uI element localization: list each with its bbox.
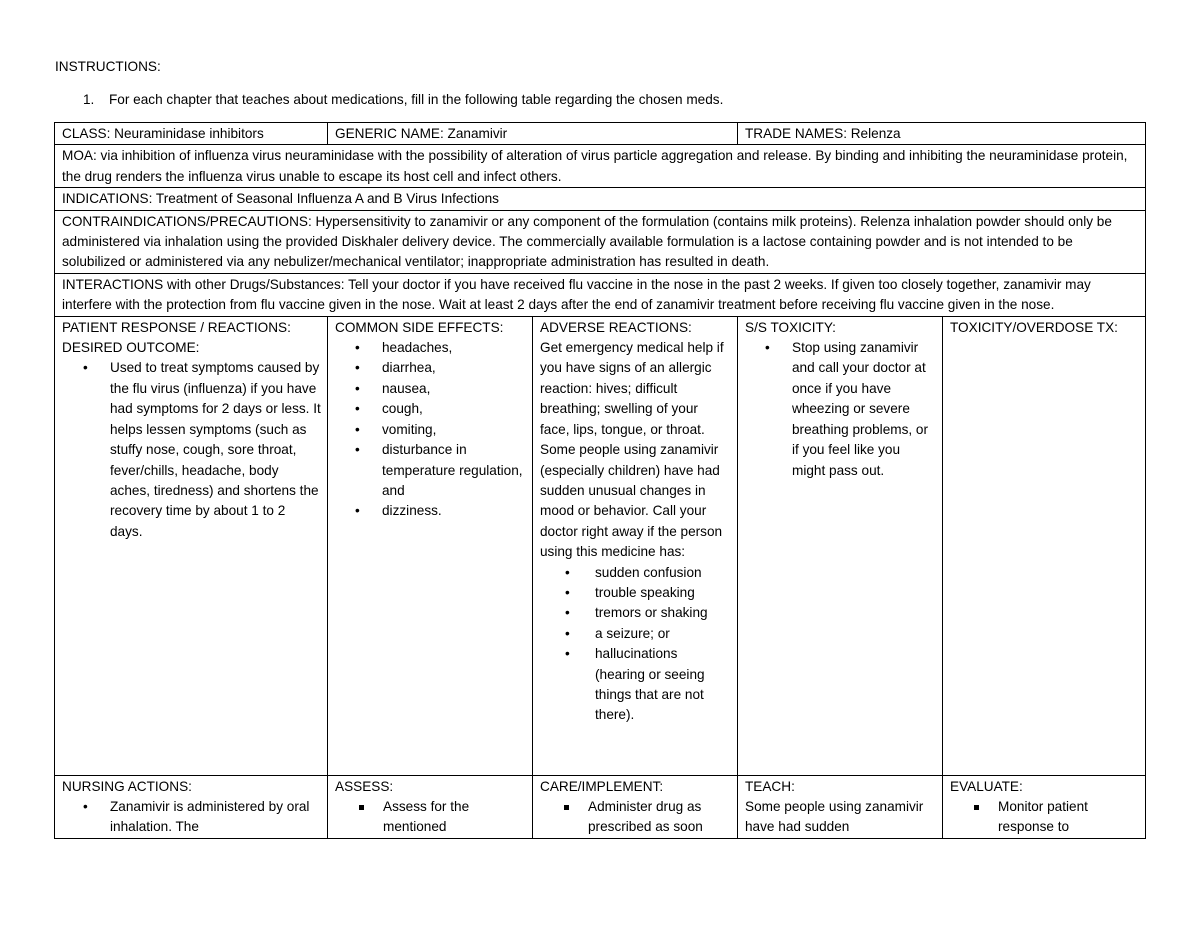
table-row [55,316,1146,775]
table-row [55,210,1146,273]
list-item: • headaches, [335,338,526,358]
medication-table [54,122,1146,839]
list-item: • diarrhea, [335,358,526,378]
trade-names-cell: TRADE NAMES: Relenza [738,123,1146,145]
evaluate-heading: EVALUATE: [950,778,1023,794]
side-effects-cell [328,316,533,775]
toxicity-cell [738,316,943,775]
interactions-cell: INTERACTIONS with other Drugs/Substances: Tell your doctor if you have received flu vaccine in the nose in the past 2 weeks. If given too closely together, zanamivir may interfere with the protection from flu vaccine given in the nose. Wait at least 2 days after the end of zanamivir treatment before receiving flu vaccine given in the nose. [55,273,1146,316]
contraindications-cell: CONTRAINDICATIONS/PRECAUTIONS: Hypersensitivity to zanamivir or any component of the formulation (contains milk proteins). Relenza inhalation powder should only be administered via inhalation using the provided Diskhaler delivery device. The commercially available formulation is a lactose containing powder and is not intended to be solubilized or administered via any nebulizer/mechanical ventilator; inappropriate administration has resulted in death. [55,210,1146,273]
desired-outcome-heading: DESIRED OUTCOME: [62,340,200,356]
patient-response-cell [55,316,328,775]
list-item: • Stop using zanamivir and call your doctor at once if you have wheezing or severe breathing problems, or if you feel like you might pass out. [745,338,936,481]
list-item: • disturbance in temperature regulation, and [335,440,526,501]
list-item: • sudden confusion [540,563,731,583]
table-row [55,145,1146,188]
adverse-reactions-heading: ADVERSE REACTIONS: [540,319,692,335]
instructions-heading: INSTRUCTIONS: [55,59,161,74]
evaluate-cell [943,775,1146,838]
adverse-paragraph: Get emergency medical help if you have signs of an allergic reaction: hives; difficult breathing; swelling of your face, lips, tongue, or throat. [540,340,724,437]
instruction-number: 1. [83,92,95,107]
toxicity-heading: S/S TOXICITY: [745,319,836,335]
side-effects-heading: COMMON SIDE EFFECTS: [335,319,504,335]
nursing-actions-cell [55,775,328,838]
teach-cell [738,775,943,838]
list-item: • trouble speaking [540,583,731,603]
generic-name-cell: GENERIC NAME: Zanamivir [328,123,738,145]
table-row [55,188,1146,210]
class-cell: CLASS: Neuraminidase inhibitors [55,123,328,145]
table-row [55,273,1146,316]
assess-cell [328,775,533,838]
instruction-text: For each chapter that teaches about medications, fill in the following table regarding the chosen meds. [109,92,724,107]
teach-text: Some people using zanamivir have had sudden [745,799,924,835]
overdose-tx-cell [943,316,1146,775]
list-item: • cough, [335,399,526,419]
list-item: Administer drug as prescribed as soon [540,797,731,838]
list-item: • Used to treat symptoms caused by the flu virus (influenza) if you have had symptoms for 2 days or less. It helps lessen symptoms (such as stuffy nose, cough, sore throat, fever/chills, headache, body aches, tiredness) and shortens the recovery time by about 1 to 2 days. [62,358,321,542]
teach-heading: TEACH: [745,778,795,794]
assess-heading: ASSESS: [335,778,394,794]
list-item: • a seizure; or [540,624,731,644]
list-item: • nausea, [335,379,526,399]
moa-cell: MOA: via inhibition of influenza virus neuraminidase with the possibility of alteration of virus particle aggregation and release. By binding and inhibiting the neuraminidase protein, the drug renders the influenza virus unable to escape its host cell and infect others. [55,145,1146,188]
list-item: Assess for the mentioned [335,797,526,838]
adverse-reactions-cell [533,316,738,775]
list-item: Monitor patient response to [950,797,1139,838]
care-implement-heading: CARE/IMPLEMENT: [540,778,664,794]
care-implement-cell [533,775,738,838]
list-item: • tremors or shaking [540,603,731,623]
list-item: • Zanamivir is administered by oral inhalation. The [62,797,321,838]
list-item: • dizziness. [335,501,526,521]
table-row [55,123,1146,145]
list-item: • vomiting, [335,420,526,440]
patient-response-heading: PATIENT RESPONSE / REACTIONS: [62,319,291,335]
list-item: • hallucinations (hearing or seeing things that are not there). [540,644,731,726]
indications-cell: INDICATIONS: Treatment of Seasonal Influenza A and B Virus Infections [55,188,1146,210]
nursing-actions-heading: NURSING ACTIONS: [62,778,192,794]
table-row [55,775,1146,838]
overdose-tx-heading: TOXICITY/OVERDOSE TX: [950,319,1118,335]
adverse-paragraph: Some people using zanamivir (especially children) have had sudden unusual changes in mood or behavior. Call your doctor right away if the person using this medicine has: [540,442,723,560]
instruction-item [83,90,723,110]
